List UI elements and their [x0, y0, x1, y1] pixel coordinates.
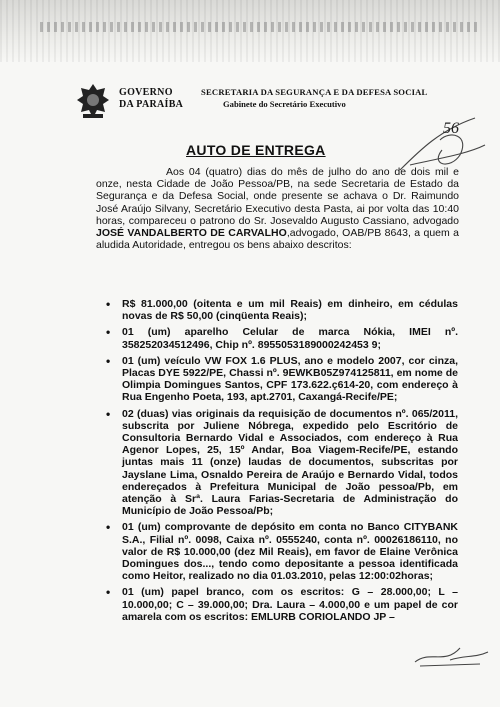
bullet-icon: • [106, 406, 111, 421]
bullet-icon: • [106, 353, 111, 368]
list-item [106, 521, 458, 582]
list-item [106, 326, 458, 350]
intro-paragraph [96, 166, 459, 251]
list-item [106, 298, 458, 322]
list-item-text: 01 (um) comprovante de depósito em conta no Banco CITYBANK S.A., Filial nº. 0098, Caixa nº. 0555240, conta nº. 00026186110, no valor de R$ 10.000,00 (dez Mil Reais), em favor de Elaine Verônica Domingues dos..., tendo como depositante a pessoa identificada como Heitor, realizado no dia 01.03.2010, pelas 12:00:02horas; [122, 521, 458, 583]
list-item-text: 02 (duas) vias originais da requisição de documentos nº. 065/2011, subscrita por Juliene Nóbrega, expedido pelo Escritório de Consultoria Bernardo Vidal e Associados, com endereço à Rua Agenor Lopes, 25, 15º Andar, Boa Viagem-Recife/PE, estando juntas mais 11 (onze) laudas de documentos, subscritas por Jayslane Lima, Osnaldo Pereira de Araújo e Bernardo Vidal, todos endereçados à Prefeitura Municipal de João pessoa/Pb, em atenção à Srª. Laura Farias-Secretaria de Administração do Município de João Pessoa/Pb; [122, 407, 458, 518]
list-item-text: R$ 81.000,00 (oitenta e um mil Reais) em dinheiro, em cédulas novas de R$ 50,00 (cinqüenta Reais); [122, 298, 458, 323]
document-title: AUTO DE ENTREGA [186, 142, 326, 158]
gov-line-2: DA PARAÍBA [119, 99, 184, 110]
bullet-icon: • [106, 325, 111, 340]
intro-text-before: Aos 04 (quatro) dias do mês de julho do ano de dois mil e onze, nesta Cidade de João Pessoa/PB, na sede Secretaria de Estado da Segurança e da Defesa Social, onde presente se achava o Dr. Raimundo José Araújo Silvany, Secretário Executivo desta Pasta, ai por volta das 10:40 horas, compareceu o patrono do Sr. Josevaldo Augusto Cassiano, advogado [96, 166, 459, 227]
list-item [106, 408, 458, 518]
secretaria-name: SECRETARIA DA SEGURANÇA E DA DEFESA SOCIAL [201, 87, 428, 97]
page-number: 56 [443, 120, 459, 137]
bullet-icon: • [106, 520, 111, 535]
list-item-text: 01 (um) aparelho Celular de marca Nókia, IMEI nº. 358252034512496, Chip nº. 8955053189000242453 9; [122, 326, 458, 351]
list-item [106, 586, 458, 623]
handwritten-initials [410, 640, 490, 670]
gabinete-name: Gabinete do Secretário Executivo [223, 99, 346, 109]
list-item [106, 355, 458, 404]
bullet-icon: • [106, 585, 111, 600]
letterhead [75, 82, 485, 122]
gov-line-1: GOVERNO [119, 87, 173, 98]
government-name [119, 87, 183, 111]
lawyer-name: JOSÉ VANDALBERTO DE CARVALHO [96, 227, 287, 240]
list-item-text: 01 (um) veículo VW FOX 1.6 PLUS, ano e modelo 2007, cor cinza, Placas DYE 5922/PE, Chassi nº. 9EWKB05Z974125811, em nome de Olimpia Domingues Santos, CPF 173.622.ç614-20, com endereço à Rua Engenho Poeta, 193, apt.2701, Caxangá-Recife/PE; [122, 354, 458, 404]
bullet-icon: • [106, 297, 111, 311]
coat-of-arms-icon [75, 82, 111, 120]
intro-text-after: ,advogado, OAB/PB 8643, a quem a aludida Autoridade, entregou os bens abaixo descritos: [96, 227, 459, 252]
items-list [106, 298, 458, 627]
list-item-text: 01 (um) papel branco, com os escritos: G – 28.000,00; L – 10.000,00; C – 39.000,00; Dra. Laura – 4.000,00 e um papel de cor amarela com os escritos: EMLURB CORIOLANDO JP – [122, 586, 458, 623]
scan-artifact [40, 22, 480, 32]
